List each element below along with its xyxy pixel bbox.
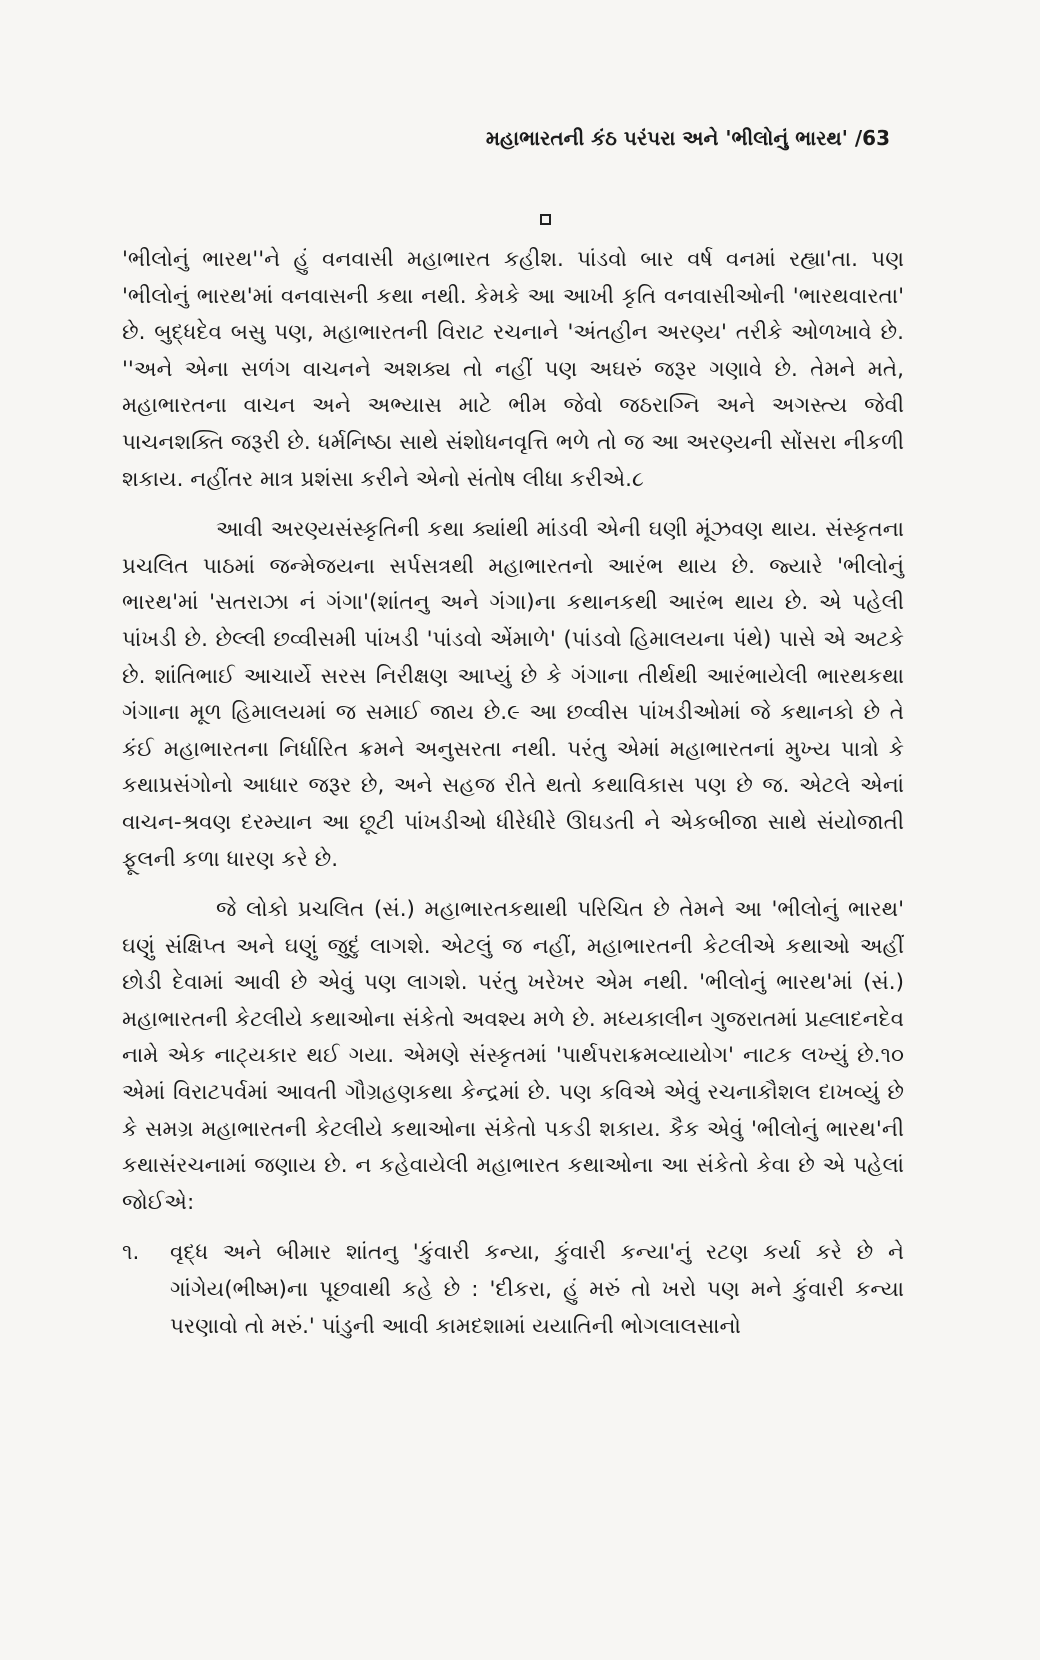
paragraph-2: આવી અરણ્યસંસ્કૃતિની કથા ક્યાંથી માંડવી એની ઘણી મૂંઝવણ થાય. સંસ્કૃતના પ્રચલિત પાઠમાં જન્મેજયના સર્પસત્રથી મહાભારતનો આરંભ થાય છે. જ્યારે 'ભીલોનું ભારથ'માં 'સતરાઝા નં ગંગા'(શાંતનુ અને ગંગા)ના કથાનકથી આરંભ થાય છે. એ પહેલી પાંખડી છે. છેલ્લી છવ્વીસમી પાંખડી 'પાંડવો એંમાળે' (પાંડવો હિમાલયના પંથે) પાસે એ અટકે છે. શાંતિભાઈ આચાર્યે સરસ નિરીક્ષણ આપ્યું છે કે ગંગાના તીર્થથી આરંભાયેલી ભારથકથા ગંગાના મૂળ હિમાલયમાં જ સમાઈ જાય છે.૯ આ છવ્વીસ પાંખડીઓમાં જે કથાનકો છે તે કંઈ મહાભારતના નિર્ધારિત ક્રમને અનુસરતા નથી. પરંતુ એમાં મહાભારતનાં મુખ્ય પાત્રો કે કથાપ્રસંગોનો આધાર જરૂર છે, અને સહજ રીતે થતો કથાવિકાસ પણ છે જ. એટલે એનાં વાચન-શ્રવણ દરમ્યાન આ છૂટી પાંખડીઓ ધીરેધીરે ઊઘડતી ને એકબીજા સાથે સંયોજાતી ફૂલની કળા ધારણ કરે છે. [122, 517, 904, 872]
running-header: મહાભારતની કંઠ પરંપરા અને 'ભીલોનું ભારથ' /63 [485, 126, 890, 150]
body-text [122, 242, 904, 1345]
list-item-number: ૧. [122, 1240, 140, 1266]
section-square-icon [540, 214, 551, 225]
paragraph-3: જે લોકો પ્રચલિત (સં.) મહાભારતકથાથી પરિચિત છે તેમને આ 'ભીલોનું ભારથ' ઘણું સંક્ષિપ્ત અને ઘણું જુદું લાગશે. એટલું જ નહીં, મહાભારતની કેટલીએ કથાઓ અહીં છોડી દેવામાં આવી છે એવું પણ લાગશે. પરંતુ ખરેખર એમ નથી. 'ભીલોનું ભારથ'માં (સં.) મહાભારતની કેટલીયે કથાઓના સંકેતો અવશ્ય મળે છે. મધ્યકાલીન ગુજરાતમાં પ્રહ્લાદનદેવ નામે એક નાટ્યકાર થઈ ગયા. એમણે સંસ્કૃતમાં 'પાર્થપરાક્રમવ્યાયોગ' નાટક લખ્યું છે.૧૦ એમાં વિરાટપર્વમાં આવતી ગૌગ્રહણકથા કેન્દ્રમાં છે. પણ કવિએ એવું રચનાકૌશલ દાખવ્યું છે કે સમગ્ર મહાભારતની કેટલીયે કથાઓના સંકેતો પકડી શકાય. કૈક એવું 'ભીલોનું ભારથ'ની કથાસંરચનામાં જણાય છે. ન કહેવાયેલી મહાભારત કથાઓના આ સંકેતો કેવા છે એ પહેલાં જોઈએ: [122, 897, 904, 1215]
paragraph-1: 'ભીલોનું ભારથ''ને હું વનવાસી મહાભારત કહીશ. પાંડવો બાર વર્ષ વનમાં રહ્યા'તા. પણ 'ભીલોનું ભારથ'માં વનવાસની કથા નથી. કેમકે આ આખી કૃતિ વનવાસીઓની 'ભારથવારતા' છે. બુદ્ધદેવ બસુ પણ, મહાભારતની વિરાટ રચનાને 'અંતહીન અરણ્ય' તરીકે ઓળખાવે છે. ''અને એના સળંગ વાચનને અશક્ય તો નહીં પણ અઘરું જરૂર ગણાવે છે. તેમને મતે, મહાભારતના વાચન અને અભ્યાસ માટે ભીમ જેવો જઠરાગ્નિ અને અગસ્ત્ય જેવી પાચનશક્તિ જરૂરી છે. ધર્મનિષ્ઠા સાથે સંશોધનવૃત્તિ ભળે તો જ આ અરણ્યની સોંસરા નીકળી શકાય. નહીંતર માત્ર પ્રશંસા કરીને એનો સંતોષ લીધા કરીએ.૮ [122, 247, 904, 492]
list-item-text: વૃદ્ધ અને બીમાર શાંતનુ 'કુંવારી કન્યા, કુંવારી કન્યા'નું રટણ કર્યા કરે છે ને ગાંગેય(ભીષ્મ)ના પૂછવાથી કહે છે : 'દીકરા, હું મરું તો ખરો પણ મને કુંવારી કન્યા પરણાવો તો મરું.' પાંડુની આવી કામદશામાં યયાતિની ભોગલાલસાનો [170, 1240, 904, 1339]
list-item [122, 1235, 904, 1345]
